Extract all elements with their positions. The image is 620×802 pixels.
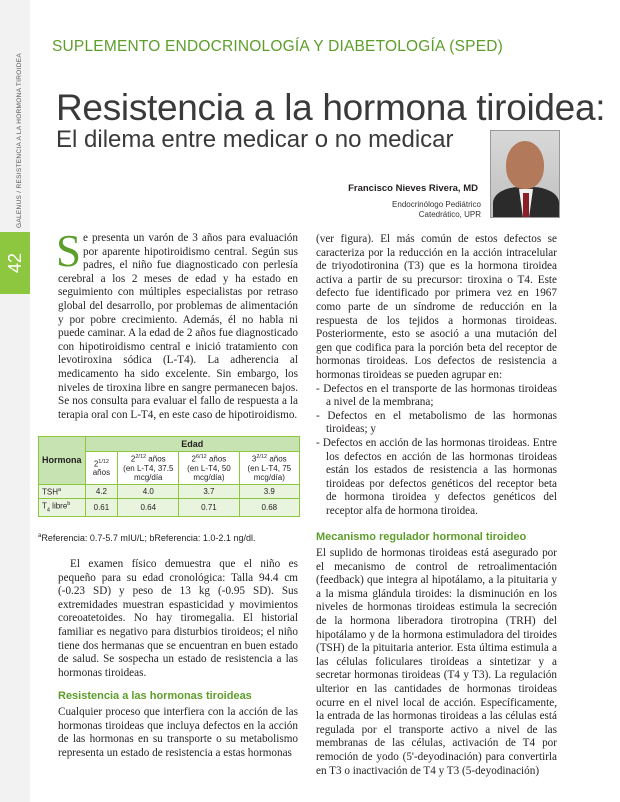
resistance-paragraph: Cualquier proceso que interfiera con la acción de las hormonas tiroideas que incluya defectos en la acción de las hormonas en su transporte o su metabolismo representa un estado de resistencia a estas hormonas	[58, 705, 298, 759]
table-cell: 3.9	[239, 484, 299, 499]
section-heading-resistance: Resistencia a las hormonas tiroideas	[58, 690, 252, 703]
defects-list	[316, 383, 557, 519]
table-age-header: $2^{1/12}$ años	[85, 452, 118, 485]
table-age-header: $2^{2/12}$ años (en L-T4, 37.5 mcg/día	[118, 452, 179, 485]
mechanism-paragraph: El suplido de hormonas tiroideas está asegurado por el mecanismo de control de retroalimentación (feedback) que integra al hipotálamo, a la pituitaria y a la misma glándula tiroides: la disminución en los niveles de hormonas tiroideas estimula la secreción de la hormona liberadora tirotropina (TRH) del hipotálamo y de la hormona estimuladora del tiroides (TSH) de la pituitaria anterior. Esta última estimula a las células foliculares tiroideas a sintetizar y a secretar hormonas tiroideas (T4 y T3). La regulación ulterior en las cantidades de hormonas tiroideas ocurre en el nivel local de acción. Específicamente, la entrada de las hormonas tiroideas a las células está regulada por el transporte activo a nivel de las membranas de las células, activación de T4 por remoción de yodo (5'-deyodinación) para convertirla en T3 o inactivación de T4 y T3 (5-deyodinación)	[316, 547, 557, 777]
table-header-edad: Edad	[85, 437, 299, 452]
table-cell: 0.71	[179, 499, 239, 516]
author-role-line: Endocrinólogo Pediátrico	[392, 200, 481, 209]
running-head: GALENUS / RESISTENCIA A LA HORMONA TIROIDEA	[16, 53, 23, 228]
section-header: SUPLEMENTO ENDOCRINOLOGÍA Y DIABETOLOGÍA (SPED)	[52, 38, 503, 55]
table-cell: 4.0	[118, 484, 179, 499]
exam-paragraph: El examen físico demuestra que el niño es pequeño para su edad cronológica: Talla 94.4 cm (-0.23 SD) y peso de 13 kg (-0.95 SD). Sus extremidades muestran espasticidad y movimientos coreoatetoides. No hay tiromegalia. El historial familiar es negativo para disturbios tiroideos; el niño tiene dos hermanas que se encuentran en buen estado de salud. Se sospecha un estado de resistencia a las hormonas tiroideas.	[58, 558, 298, 679]
table-row	[39, 499, 300, 516]
lab-table	[38, 436, 300, 517]
table-row-label: $T_4$ libre$^b$	[39, 499, 86, 516]
author-role-line: Catedrático, UPR	[418, 210, 481, 219]
article-title: Resistencia a la hormona tiroidea:	[56, 87, 606, 128]
table-age-header: $2^{6/12}$ años (en L-T4, 50 mcg/día)	[179, 452, 239, 485]
table-header-hormona: Hormona	[39, 437, 86, 485]
table-cell: 0.64	[118, 499, 179, 516]
list-item: - Defectos en el transporte de las hormonas tiroideas a nivel de la membrana;	[316, 382, 557, 409]
intro-paragraph: e presenta un varón de 3 años para evaluación por aparente hipotiroidismo central. Según sus padres, el niño fue diagnosticado con perlesía cerebral a los 2 meses de edad y ha estado en seguimiento con múltiples especialistas por retraso global del desarrollo, por problemas de alimentación y por pobre crecimiento. Además, él no habla ni puede caminar. A la edad de 2 años fue diagnosticado con hipotiroidismo central e inició tratamiento con levotiroxina sódica (L-T4). La adherencia al medicamento ha sido excelente. Sin embargo, los niveles de tiroxina libre en sangre permanecen bajos. Se nos consulta para evaluar el fallo de respuesta a la terapia oral con L-T4, en este caso de hipotiroidismo.	[58, 232, 298, 421]
left-column-body	[58, 558, 298, 760]
table-cell: 0.61	[85, 499, 118, 516]
defects-paragraph: (ver figura). El más común de estos defectos se caracteriza por la reducción en la acción intracelular de triyodotironina (T3) que es la hormona tiroidea activa a partir de su precursor: tiroxina o T4. Este defecto fue identificado por primera vez en 1967 como parte de un síndrome de reducción en la respuesta de los tejidos a hormonas tiroideas. Posteriormente, esto se asoció a una mutación del gen que codifica para la porción beta del receptor de hormonas tiroideas. Los defectos de resistencia a hormonas tiroideas se pueden agrupar en:	[316, 233, 557, 381]
section-heading-mechanism: Mecanismo regulador hormonal tiroideo	[316, 531, 527, 544]
table-cell: 3.7	[179, 484, 239, 499]
table-cell: 0.68	[239, 499, 299, 516]
table-cell: 4.2	[85, 484, 118, 499]
table-row	[39, 484, 300, 499]
author-name: Francisco Nieves Rivera, MD	[348, 183, 478, 194]
list-item: - Defectos en acción de las hormonas tiroideas. Entre los defectos en acción de las hormonas tiroideas están los estados de resistencia a las hormonas tiroideas por defectos genéticos del receptor beta de hormona tiroidea y defectos genéticos del receptor alfa de hormona tiroidea.	[316, 436, 557, 517]
author-photo	[490, 130, 560, 218]
left-column-intro	[56, 226, 298, 422]
table-age-header: $3^{2/12}$ años (en L-T4, 75 mcg/día)	[239, 452, 299, 485]
page-number: 42	[5, 252, 25, 274]
table-reference: $^a$Referencia: 0.7-5.7 mIU/L; bReferencia: 1.0-2.1 ng/dl.	[38, 533, 256, 543]
article-subtitle: El dilema entre medicar o no medicar	[56, 126, 454, 153]
drop-cap: S	[56, 226, 82, 276]
table-row-label: TSH$^a$	[39, 484, 86, 499]
list-item: - Defectos en el metabolismo de las hormonas tiroideas; y	[316, 409, 557, 436]
author-role	[340, 200, 481, 220]
right-column	[316, 233, 557, 778]
